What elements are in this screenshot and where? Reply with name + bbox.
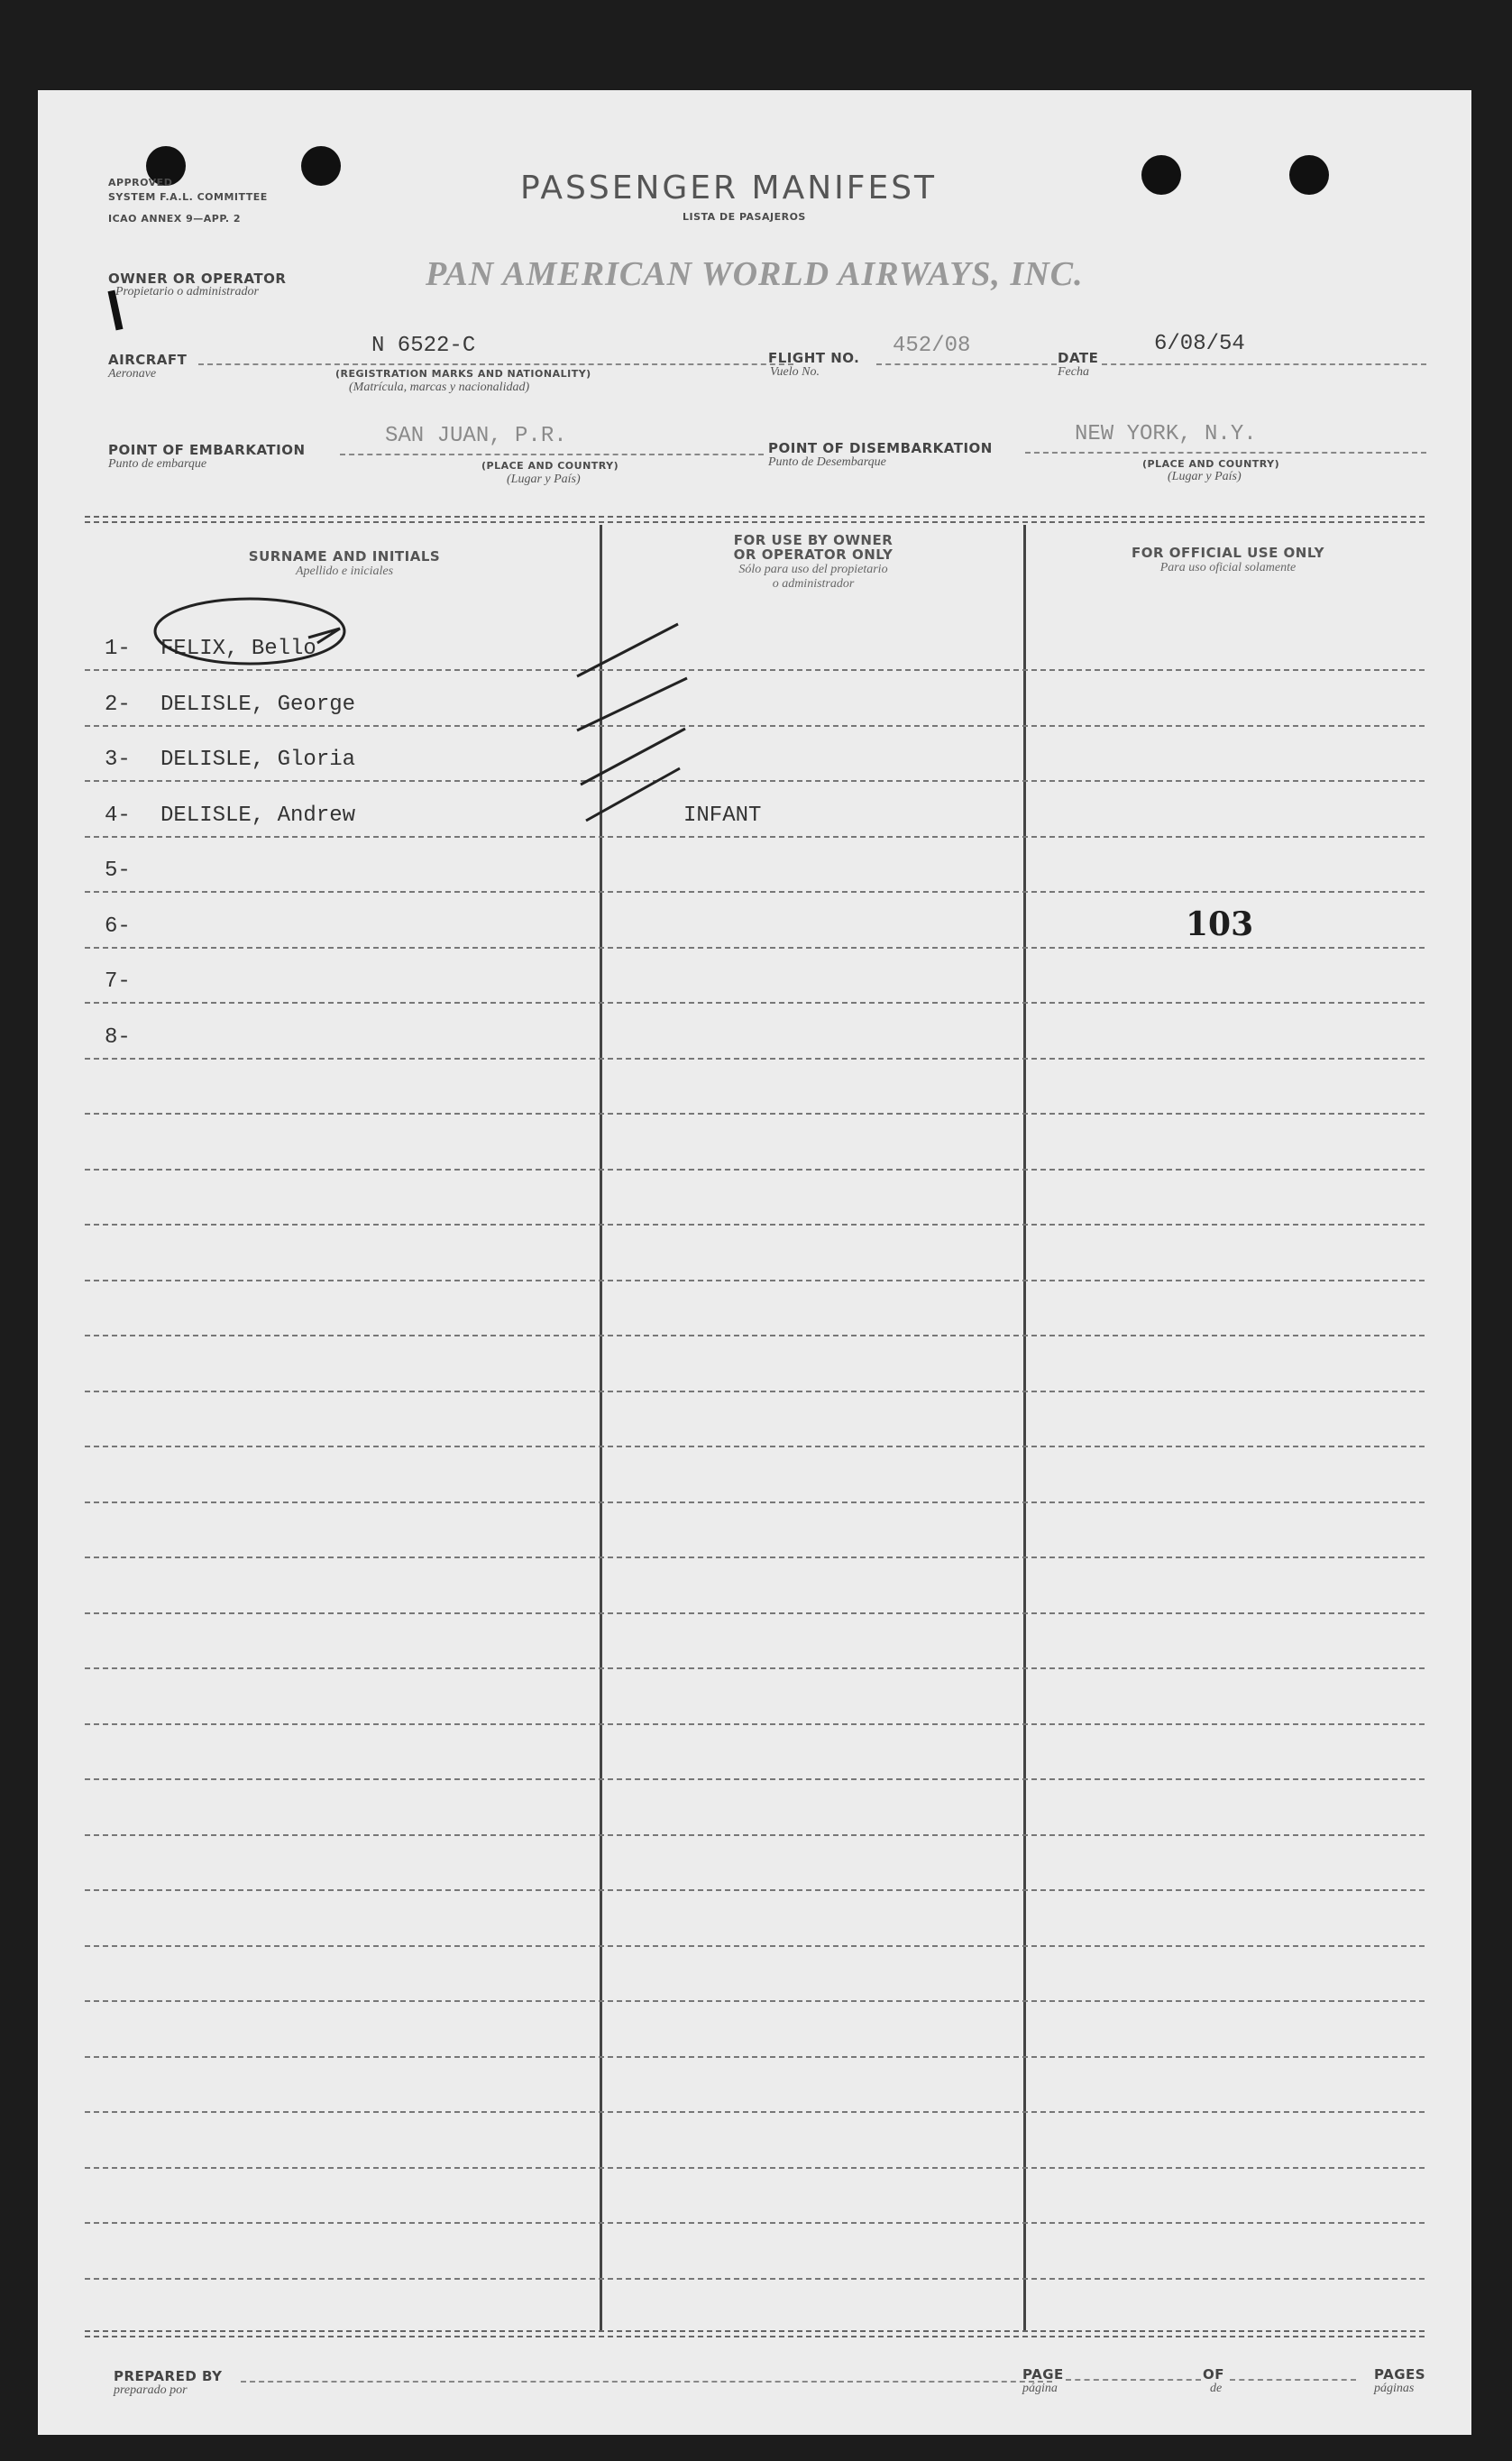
of-line <box>1230 2379 1356 2381</box>
punch-hole-icon <box>301 146 341 186</box>
row-line <box>85 947 1425 949</box>
blank-line <box>85 1169 1425 1171</box>
row-line <box>85 725 1425 727</box>
disembarkation-value: NEW YORK, N.Y. <box>1075 422 1257 446</box>
embarkation-note-es: (Lugar y País) <box>507 473 581 486</box>
footer-rule <box>85 2330 1425 2332</box>
row-number: 4- <box>105 803 131 828</box>
blank-line <box>85 2222 1425 2224</box>
date-label: DATE <box>1058 350 1099 366</box>
row-line <box>85 1002 1425 1004</box>
official-column-sub: Para uso oficial solamente <box>1159 561 1297 574</box>
blank-line <box>85 1889 1425 1891</box>
blank-line <box>85 1556 1425 1558</box>
aircraft-value: N 6522-C <box>371 334 476 358</box>
blank-line <box>85 1446 1425 1447</box>
page-title: PASSENGER MANIFEST <box>520 170 938 207</box>
flight-line <box>876 363 1057 365</box>
passenger-name: DELISLE, Gloria <box>160 748 356 772</box>
blank-line <box>85 2111 1425 2113</box>
punch-hole-icon <box>1141 155 1181 195</box>
footer-rule <box>85 2336 1425 2337</box>
page-subtitle: LISTA DE PASAJEROS <box>683 211 806 223</box>
disembarkation-label: POINT OF DISEMBARKATION <box>768 440 993 456</box>
prepared-by-label-es: preparado por <box>114 2383 188 2397</box>
punch-hole-icon <box>1289 155 1329 195</box>
flight-label-es: Vuelo No. <box>770 365 820 379</box>
blank-line <box>85 2056 1425 2058</box>
owner-use-column-sub-2: o administrador <box>772 577 855 591</box>
page-line <box>1066 2379 1201 2381</box>
aircraft-note: (REGISTRATION MARKS AND NATIONALITY) <box>335 368 591 380</box>
pages-label: PAGES <box>1374 2366 1426 2383</box>
name-circle <box>146 591 362 672</box>
check-mark <box>586 768 680 821</box>
official-use-value: 103 <box>1186 905 1254 943</box>
blank-line <box>85 1612 1425 1614</box>
blank-line <box>85 1945 1425 1947</box>
aircraft-note-es: (Matrícula, marcas y nacionalidad) <box>349 381 530 394</box>
blank-line <box>85 1834 1425 1836</box>
disembarkation-label-es: Punto de Desembarque <box>768 455 886 469</box>
prepared-line <box>241 2381 1052 2383</box>
flight-value: 452/08 <box>893 334 971 358</box>
passenger-name: DELISLE, George <box>160 693 356 717</box>
date-line <box>1102 363 1426 365</box>
surname-column-header: SURNAME AND INITIALS <box>248 548 441 565</box>
row-number: 7- <box>105 969 131 994</box>
row-number: 2- <box>105 693 131 717</box>
surname-column-sub: Apellido e iniciales <box>295 565 394 578</box>
owner-note: INFANT <box>683 803 762 828</box>
aircraft-label-es: Aeronave <box>108 367 157 381</box>
owner-use-column-header-2: OR OPERATOR ONLY <box>733 546 893 563</box>
blank-line <box>85 2278 1425 2280</box>
header-rule <box>85 521 1425 523</box>
owner-label-es: Propietario o administrador <box>115 285 259 298</box>
prepared-by-label: PREPARED BY <box>114 2368 223 2384</box>
blank-line <box>85 1667 1425 1669</box>
owner-use-column-sub: Sólo para uso del propietario <box>738 563 888 576</box>
owner-value: PAN AMERICAN WORLD AIRWAYS, INC. <box>426 255 1084 293</box>
embarkation-label-es: Punto de embarque <box>108 457 207 471</box>
blank-line <box>85 1391 1425 1392</box>
of-label-es: de <box>1210 2382 1223 2395</box>
blank-line <box>85 1113 1425 1115</box>
blank-line <box>85 1778 1425 1780</box>
passenger-name: DELISLE, Andrew <box>160 803 356 828</box>
date-value: 6/08/54 <box>1154 332 1245 356</box>
official-column-header: FOR OFFICIAL USE ONLY <box>1132 545 1324 561</box>
row-line <box>85 1058 1425 1060</box>
blank-line <box>85 1335 1425 1336</box>
check-mark <box>581 729 685 785</box>
passenger-name: FELIX, Bello <box>160 637 316 661</box>
approval-line: ICAO ANNEX 9—APP. 2 <box>108 213 242 225</box>
check-mark <box>577 678 687 730</box>
row-line <box>85 836 1425 838</box>
disembarkation-line <box>1025 452 1426 454</box>
flight-label: FLIGHT NO. <box>768 350 860 366</box>
check-mark <box>577 624 678 676</box>
of-label: OF <box>1203 2366 1224 2383</box>
manifest-sheet <box>38 90 1471 2435</box>
approval-line: APPROVED <box>108 177 173 188</box>
blank-line <box>85 1280 1425 1281</box>
row-number: 5- <box>105 859 131 883</box>
page-label-es: página <box>1022 2382 1058 2395</box>
embarkation-line <box>340 454 764 455</box>
aircraft-label: AIRCRAFT <box>108 352 188 368</box>
blank-line <box>85 2167 1425 2169</box>
page-label: PAGE <box>1022 2366 1064 2383</box>
row-line <box>85 891 1425 893</box>
aircraft-line <box>198 363 793 365</box>
embarkation-value: SAN JUAN, P.R. <box>385 424 567 448</box>
row-line <box>85 780 1425 782</box>
row-number: 1- <box>105 637 131 661</box>
blank-line <box>85 1501 1425 1503</box>
column-divider <box>1023 525 1026 2330</box>
row-number: 6- <box>105 914 131 939</box>
owner-label: OWNER OR OPERATOR <box>108 271 287 287</box>
disembarkation-note-es: (Lugar y País) <box>1168 470 1242 483</box>
blank-line <box>85 1723 1425 1725</box>
owner-use-column-header: FOR USE BY OWNER <box>733 532 893 548</box>
header-rule <box>85 516 1425 518</box>
date-label-es: Fecha <box>1058 365 1089 379</box>
pages-label-es: páginas <box>1374 2382 1415 2395</box>
row-number: 8- <box>105 1025 131 1050</box>
blank-line <box>85 1224 1425 1226</box>
row-number: 3- <box>105 748 131 772</box>
approval-line: SYSTEM F.A.L. COMMITTEE <box>108 191 268 203</box>
blank-line <box>85 2000 1425 2002</box>
check-marks <box>570 613 750 830</box>
embarkation-note: (PLACE AND COUNTRY) <box>481 460 619 472</box>
embarkation-label: POINT OF EMBARKATION <box>108 442 306 458</box>
disembarkation-note: (PLACE AND COUNTRY) <box>1142 458 1280 470</box>
